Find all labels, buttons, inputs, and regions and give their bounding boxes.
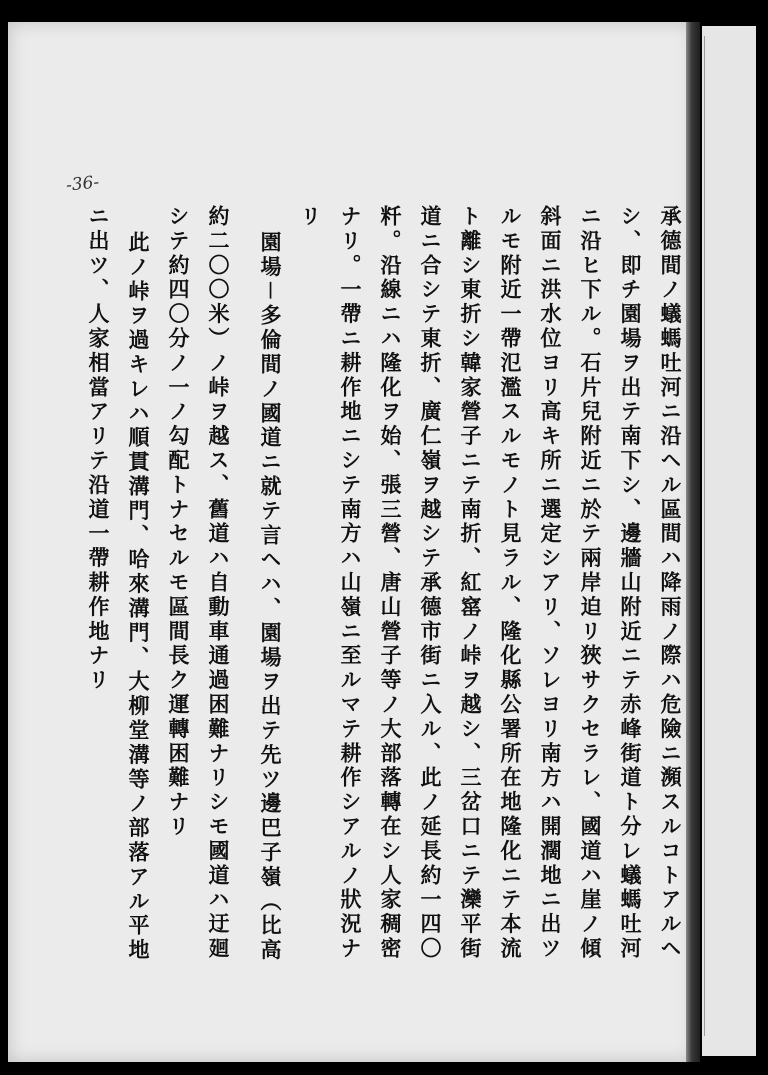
text-column-3: ニ沿ヒ下ル。石片兒附近ニ於テ兩岸迫リ狹サクセラレ、國道ハ崖ノ傾 xyxy=(578,205,602,962)
text-column-1: 承德間ノ蟻螞吐河ニ沿ヘル區間ハ降雨ノ際ハ危險ニ瀕スルコトアルヘ xyxy=(658,205,682,962)
text-column-11: 園場－多倫間ノ國道ニ就テ言ヘハ、園場ヲ出テ先ツ邊巴子嶺（比高 xyxy=(258,231,282,963)
text-column-7: 道ニ合シテ東折、廣仁嶺ヲ越シテ承德市街ニ入ル、此ノ延長約一四〇 xyxy=(418,205,442,962)
vertical-text-block xyxy=(68,205,680,1005)
page-gutter-shadow xyxy=(686,22,700,1062)
text-column-13: シテ約四〇分ノ一ノ勾配トナセルモ區間長ク運轉困難ナリ xyxy=(166,205,190,840)
text-column-4: 斜面ニ洪水位ヨリ高キ所ニ選定シアリ、ソレヨリ南方ハ開濶地ニ出ツ xyxy=(538,205,562,962)
text-column-2: シ、即チ園場ヲ出テ南下シ、邊牆山附近ニテ赤峰街道ト分レ蟻螞吐河 xyxy=(618,205,642,962)
text-column-14: 此ノ峠ヲ過キレハ順貫溝門、哈來溝門、大柳堂溝等ノ部落アル平地 xyxy=(126,231,150,963)
adjacent-page-edge xyxy=(702,26,756,1056)
text-column-6: ト離シ東折シ韓家營子ニテ南折、紅窰ノ峠ヲ越シ、三岔口ニテ灤平街 xyxy=(458,205,482,962)
page-number: -36- xyxy=(65,172,101,196)
text-column-10: リ xyxy=(298,205,322,230)
text-column-9: ナリ。一帶ニ耕作地ニシテ南方ハ山嶺ニ至ルマテ耕作シアルノ狀況ナ xyxy=(338,205,362,962)
text-column-5: ルモ附近一帶氾濫スルモノト見ラル、隆化縣公署所在地隆化ニテ本流 xyxy=(498,205,522,962)
adjacent-page-line xyxy=(704,36,705,1036)
text-column-12: 約二〇〇米）ノ峠ヲ越ス、舊道ハ自動車通過困難ナリシモ國道ハ迂廻 xyxy=(206,205,230,962)
text-column-8: 粁。沿線ニハ隆化ヲ始、張三營、唐山營子等ノ大部落轉在シ人家稠密 xyxy=(378,205,402,962)
text-column-15: ニ出ツ、人家相當アリテ沿道一帶耕作地ナリ xyxy=(86,205,110,693)
